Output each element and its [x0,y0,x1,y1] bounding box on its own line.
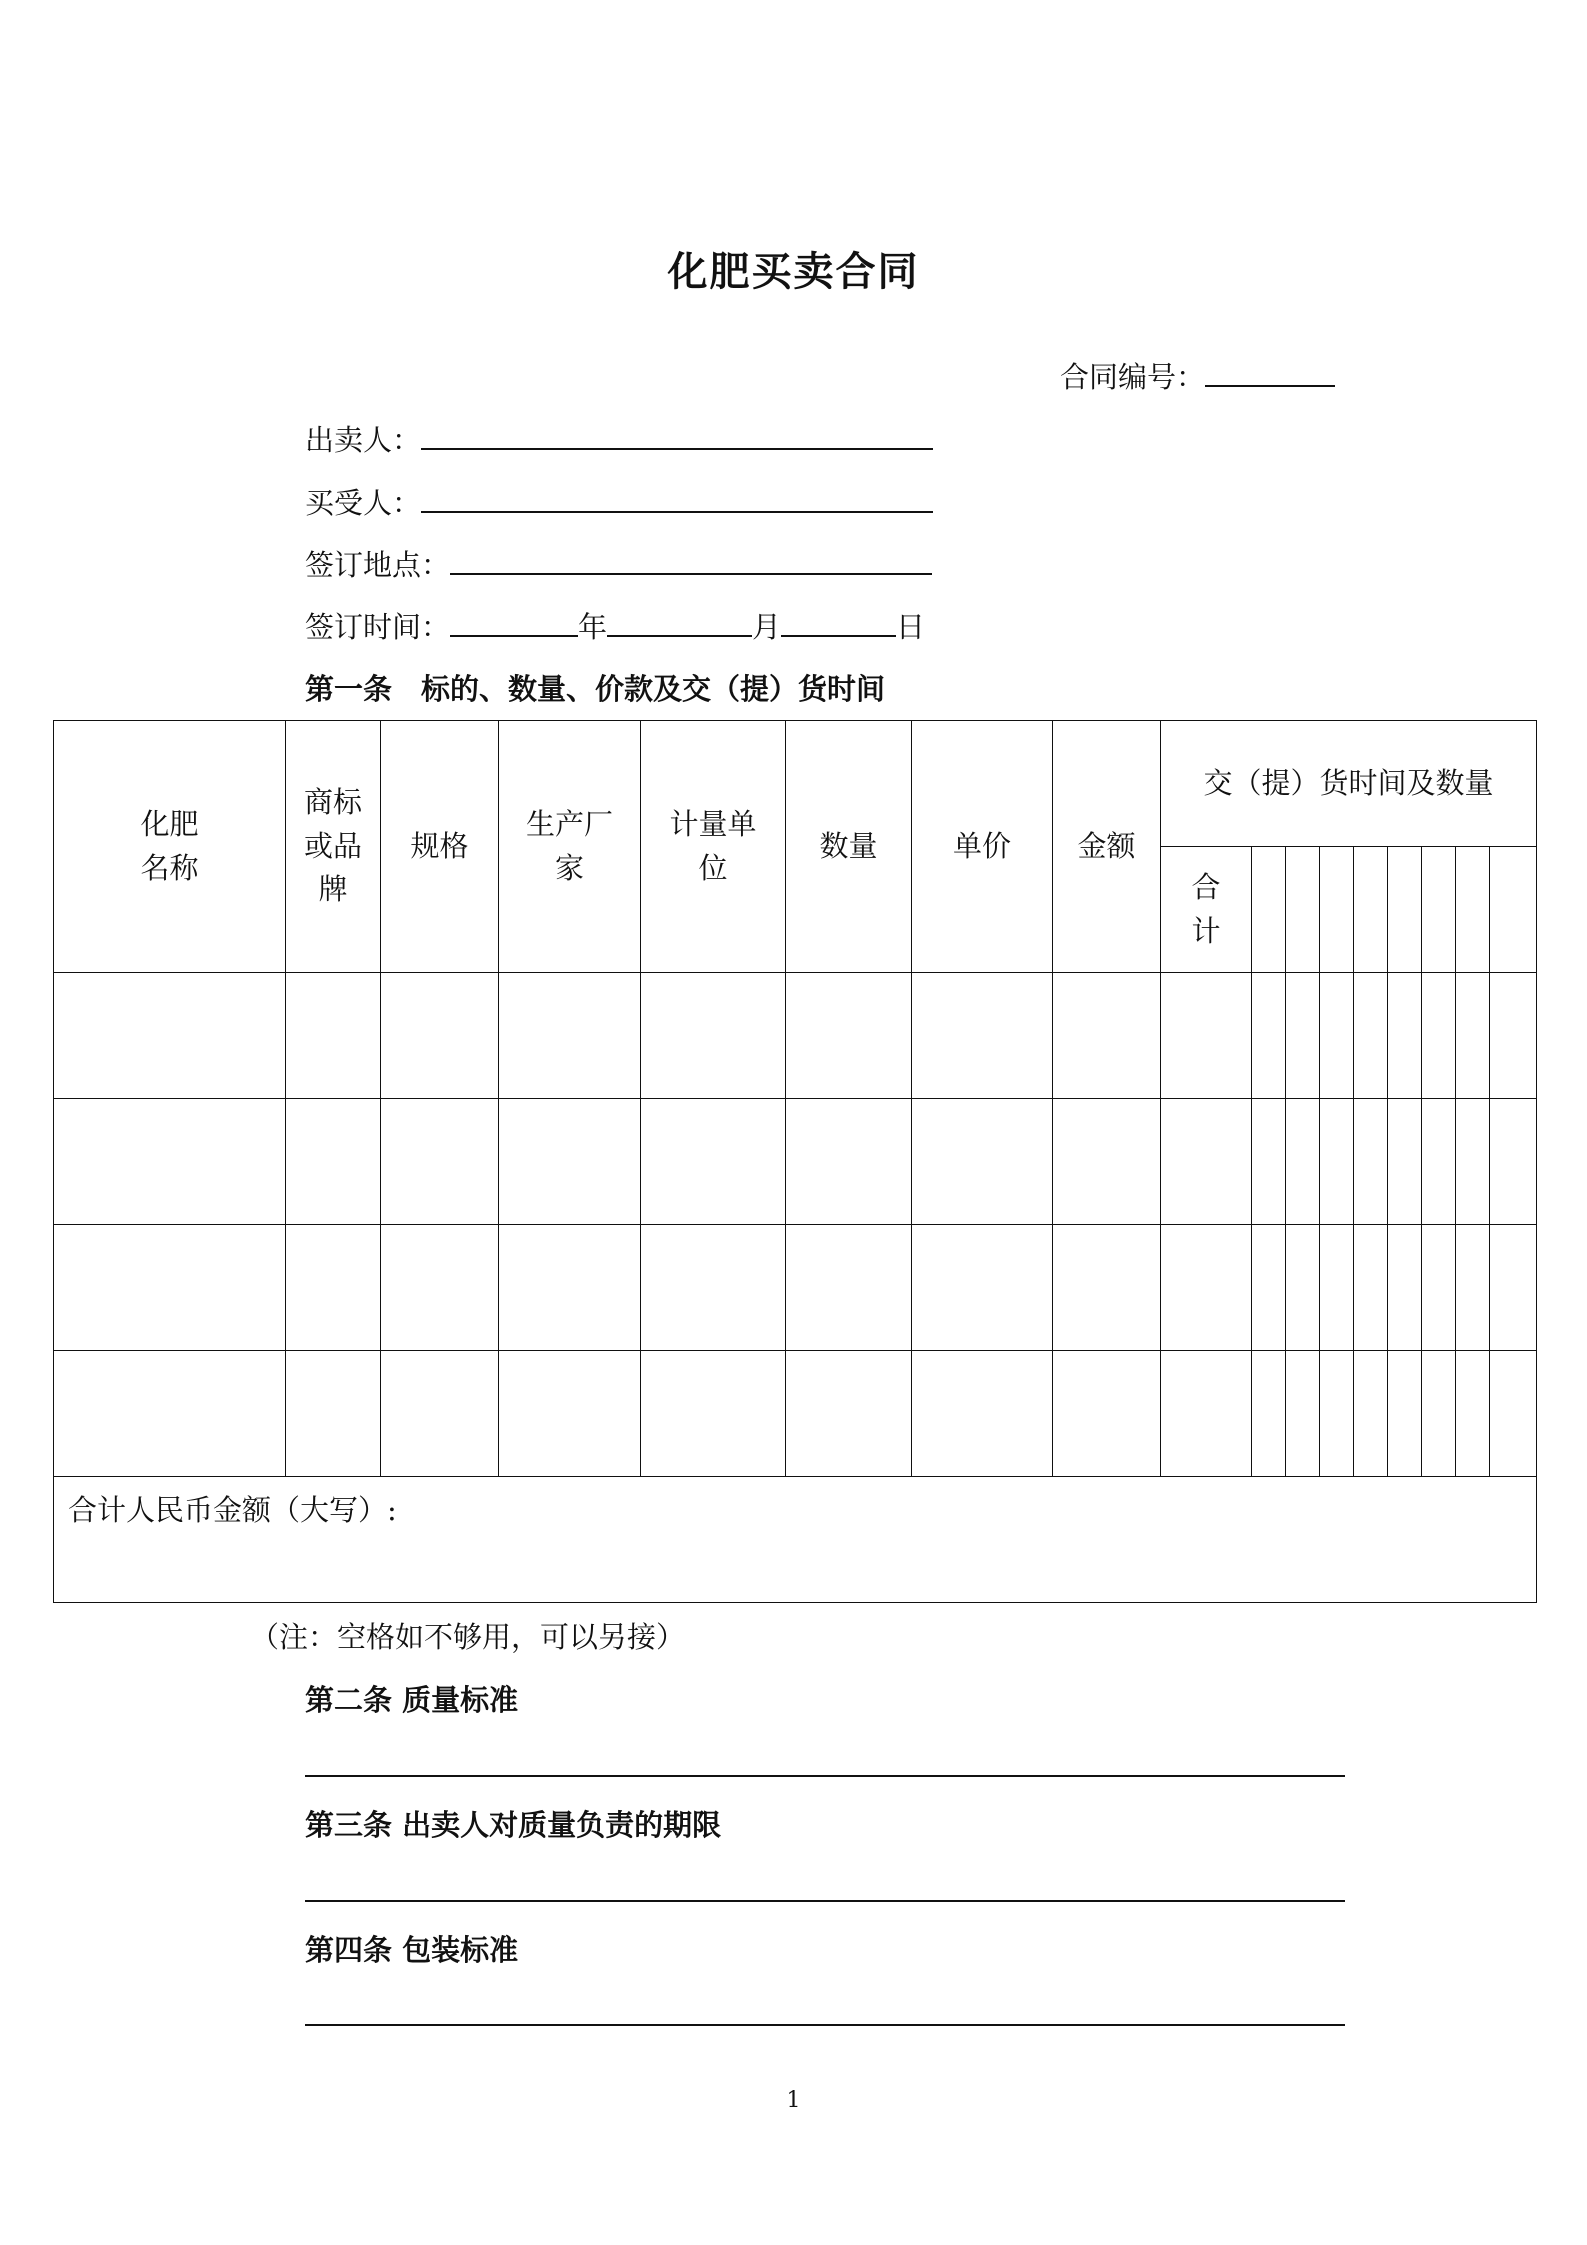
signing-place-field [305,543,932,584]
delivery-sub-header [1252,847,1286,973]
table-cell[interactable] [499,1099,641,1225]
table-cell[interactable] [1053,1225,1161,1351]
delivery-sub-header [1320,847,1354,973]
delivery-sub-header [1422,847,1456,973]
table-cell[interactable] [1422,1099,1456,1225]
table-cell[interactable] [1354,1351,1388,1477]
table-cell[interactable] [1456,1225,1490,1351]
year-blank[interactable] [450,609,578,637]
col-header-amount: 金额 [1053,721,1161,973]
contract-number-label: 合同编号： [1060,360,1206,394]
table-cell[interactable] [1456,1099,1490,1225]
table-cell[interactable] [1490,1351,1537,1477]
day-blank[interactable] [781,609,896,637]
table-cell[interactable] [912,1351,1053,1477]
delivery-sub-header [1388,847,1422,973]
signing-time-field [305,605,925,646]
col-header-total: 合 计 [1161,847,1252,973]
buyer-label: 买受人： [305,486,422,520]
table-cell[interactable] [1490,1225,1537,1351]
year-label: 年 [578,610,608,644]
table-cell[interactable] [381,973,499,1099]
table-cell[interactable] [1456,1351,1490,1477]
header-row-1 [54,721,1537,847]
col-header-spec: 规格 [381,721,499,973]
table-cell[interactable] [1320,973,1354,1099]
month-blank[interactable] [607,609,752,637]
col-header-quantity: 数量 [786,721,912,973]
table-cell[interactable] [641,1099,786,1225]
seller-field [305,418,933,459]
day-label: 日 [896,610,926,644]
table-cell[interactable] [1161,973,1252,1099]
table-cell[interactable] [1320,1225,1354,1351]
article-2-heading: 第二条 质量标准 [305,1683,519,1717]
table-cell[interactable] [1252,1225,1286,1351]
table-cell[interactable] [1422,1225,1456,1351]
article-3-heading: 第三条 出卖人对质量负责的期限 [305,1808,722,1842]
article-1-heading: 第一条 标的、数量、价款及交（提）货时间 [305,672,886,706]
article-2-answer-line[interactable] [305,1775,1345,1777]
table-cell[interactable] [1422,973,1456,1099]
table-cell[interactable] [786,1351,912,1477]
table-cell[interactable] [1388,1225,1422,1351]
table-cell[interactable] [1053,973,1161,1099]
month-label: 月 [752,610,782,644]
table-cell[interactable] [54,1099,286,1225]
signing-place-label: 签订地点： [305,548,451,582]
col-header-manufacturer: 生产厂 家 [499,721,641,973]
seller-blank[interactable] [421,422,933,450]
table-cell[interactable] [1252,1351,1286,1477]
delivery-sub-header [1490,847,1537,973]
table-cell[interactable] [1388,1351,1422,1477]
table-cell[interactable] [1252,1099,1286,1225]
article-3-answer-line[interactable] [305,1900,1345,1902]
table-cell[interactable] [1422,1351,1456,1477]
table-cell[interactable] [286,1099,381,1225]
col-header-delivery: 交（提）货时间及数量 [1161,721,1537,847]
total-rmb-label: 合计人民币金额（大写）: [68,1493,397,1527]
signing-place-blank[interactable] [450,547,932,575]
table-cell[interactable] [499,1225,641,1351]
table-cell[interactable] [1320,1099,1354,1225]
table-row [54,1351,1537,1477]
article-4-answer-line[interactable] [305,2024,1345,2026]
table-cell[interactable] [912,973,1053,1099]
table-cell[interactable] [912,1099,1053,1225]
table-cell[interactable] [1161,1351,1252,1477]
delivery-sub-header [1456,847,1490,973]
article-4-heading: 第四条 包装标准 [305,1933,519,1967]
table-row [54,973,1537,1099]
table-cell[interactable] [1286,973,1320,1099]
table-cell[interactable] [1490,1099,1537,1225]
table-row [54,1099,1537,1225]
table-cell[interactable] [786,1099,912,1225]
table-cell[interactable] [499,1351,641,1477]
table-cell[interactable] [1286,1099,1320,1225]
delivery-sub-header [1354,847,1388,973]
table-cell[interactable] [912,1225,1053,1351]
table-cell[interactable] [1354,1225,1388,1351]
table-cell[interactable] [54,1225,286,1351]
table-cell[interactable] [786,1225,912,1351]
col-header-unit-price: 单价 [912,721,1053,973]
col-header-name: 化肥 名称 [54,721,286,973]
page-number: 1 [786,2088,801,2113]
buyer-blank[interactable] [421,485,933,513]
table-cell[interactable] [381,1351,499,1477]
table-cell[interactable] [1252,973,1286,1099]
table-cell[interactable] [1388,973,1422,1099]
table-cell[interactable] [1320,1351,1354,1477]
table-cell[interactable] [499,973,641,1099]
buyer-field [305,481,933,522]
table-cell[interactable] [1456,973,1490,1099]
table-cell[interactable] [1388,1099,1422,1225]
table-cell[interactable] [54,973,286,1099]
table-cell[interactable] [381,1225,499,1351]
table-cell[interactable] [641,1225,786,1351]
table-cell[interactable] [1161,1099,1252,1225]
table-note: （注：空格如不够用，可以另接） [250,1620,686,1654]
table-cell[interactable] [381,1099,499,1225]
goods-table [53,720,1537,1603]
table-cell[interactable] [1286,1225,1320,1351]
table-cell[interactable] [1286,1351,1320,1477]
table-row [54,1225,1537,1351]
contract-number-field [1060,355,1335,396]
document-title: 化肥买卖合同 [667,248,920,295]
table-cell[interactable] [54,1351,286,1477]
table-cell[interactable] [641,1351,786,1477]
table-cell[interactable] [1354,973,1388,1099]
contract-number-blank[interactable] [1205,359,1335,387]
table-cell[interactable] [286,1351,381,1477]
table-cell[interactable] [1161,1225,1252,1351]
table-cell[interactable] [1053,1351,1161,1477]
table-cell[interactable] [786,973,912,1099]
table-cell[interactable] [641,973,786,1099]
seller-label: 出卖人： [305,423,422,457]
col-header-brand: 商标 或品 牌 [286,721,381,973]
table-cell[interactable] [286,973,381,1099]
table-cell[interactable] [1490,973,1537,1099]
table-cell[interactable] [286,1225,381,1351]
delivery-sub-header [1286,847,1320,973]
table-cell[interactable] [1354,1099,1388,1225]
signing-time-label: 签订时间： [305,610,451,644]
total-rmb-cell[interactable] [54,1477,1537,1603]
total-rmb-row [54,1477,1537,1603]
col-header-unit: 计量单 位 [641,721,786,973]
table-cell[interactable] [1053,1099,1161,1225]
